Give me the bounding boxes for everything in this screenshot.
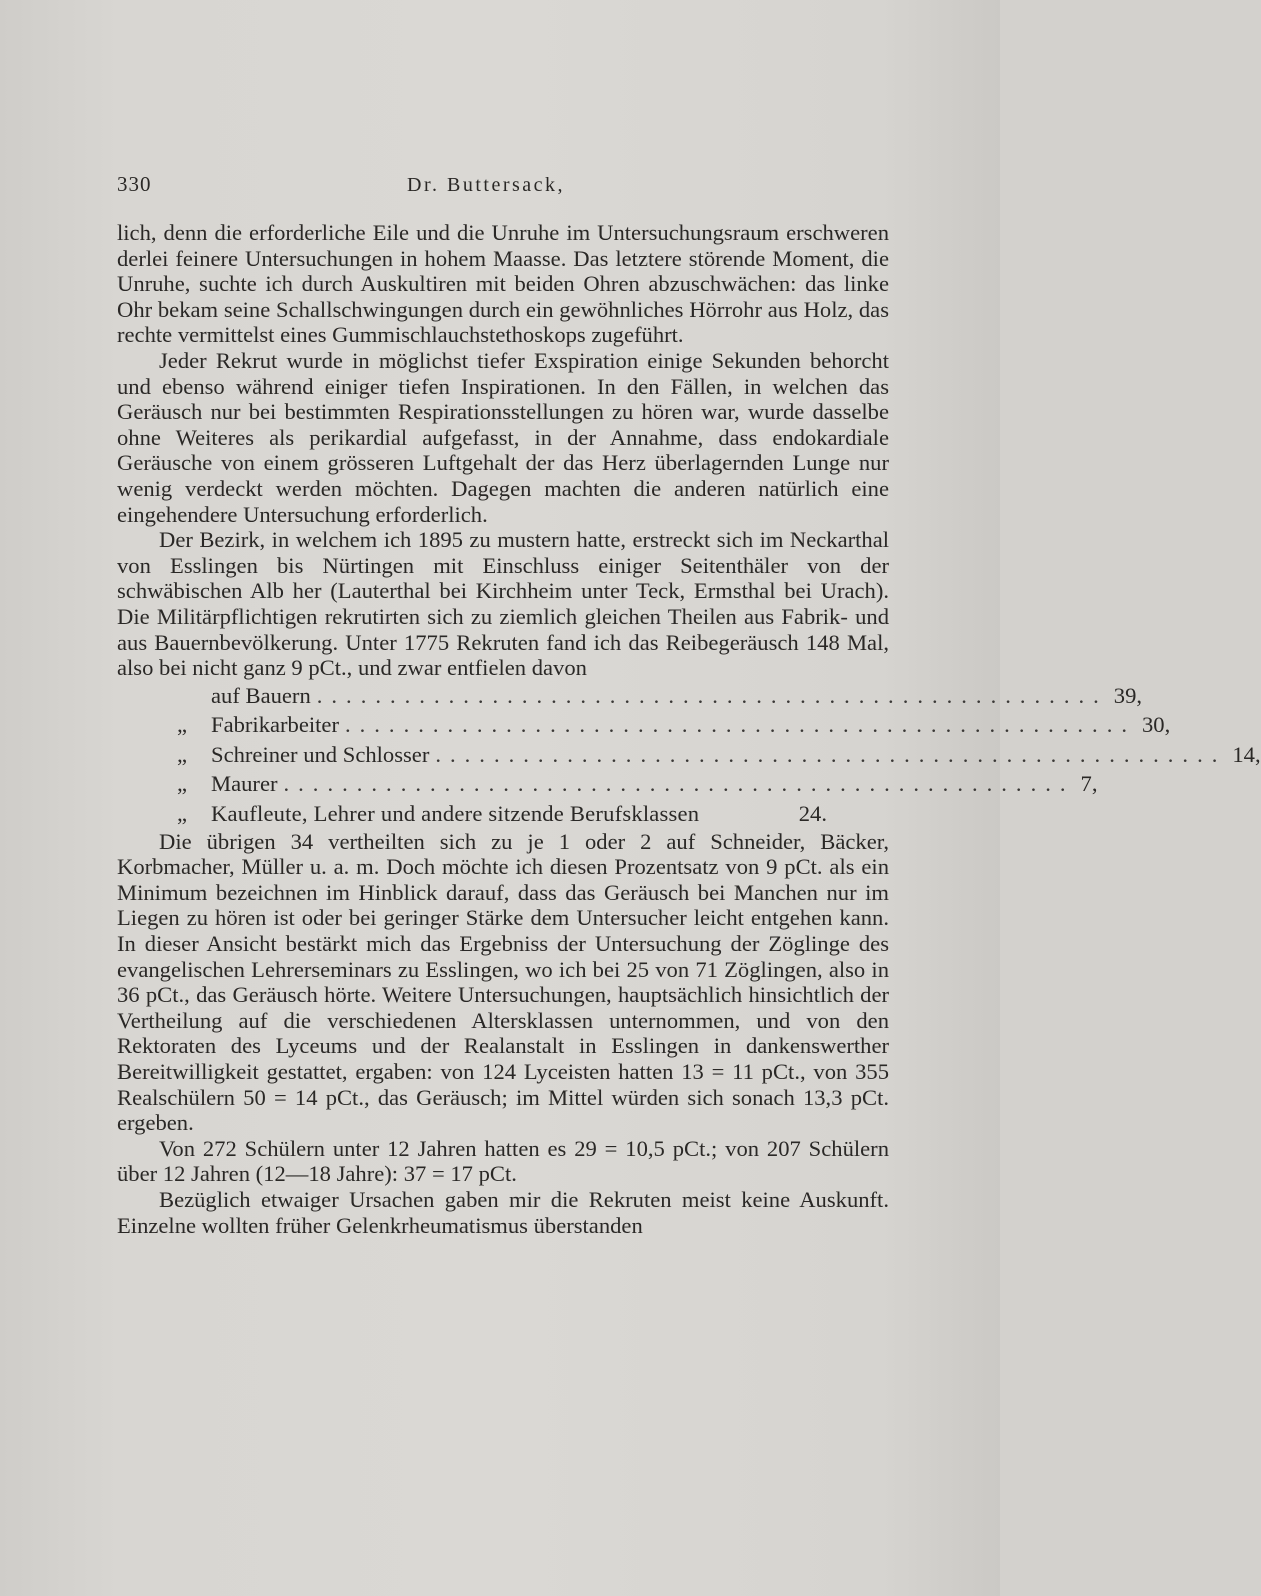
- paragraph-4: Die übrigen 34 vertheilten sich zu je 1 oder 2 auf Schneider, Bäcker, Korbmacher, Müller u. a. m. Doch möchte ich diesen Prozentsatz von 9 pCt. als ein Minimum bezeichnen im Hinblick darauf, dass das Geräusch bei Manchen nur im Liegen zu hören ist oder bei geringer Stärke dem Untersucher leicht entgehen kann. In dieser Ansicht bestärkt mich das Ergebniss der Untersuchung der Zöglinge des evangelischen Lehrerseminars zu Esslingen, wo ich bei 25 von 71 Zöglingen, also in 36 pCt., das Geräusch hörte. Weitere Untersuchungen, hauptsächlich hinsichtlich der Vertheilung auf die verschiedenen Altersklassen unternommen, und von den Rektoraten des Lyceums und der Realanstalt in Esslingen in dankenswerther Bereitwilligkeit gestattet, ergaben: von 124 Lyceisten hatten 13 = 11 pCt., von 355 Realschülern 50 = 14 pCt., das Geräusch; im Mittel würden sich sonach 13,3 pCt. ergeben.: [117, 828, 889, 1136]
- stat-row: [177, 710, 1171, 740]
- ditto-mark: „: [177, 801, 188, 827]
- paragraph-5: Von 272 Schülern unter 12 Jahren hatten es 29 = 10,5 pCt.; von 207 Schülern über 12 Jahren (12—18 Jahre): 37 = 17 pCt.: [117, 1135, 889, 1187]
- stat-row: [177, 769, 1098, 799]
- stat-value: 39,: [1113, 682, 1143, 708]
- stat-value: 14,: [1232, 741, 1261, 767]
- running-head: Dr. Buttersack,: [407, 174, 566, 196]
- dot-leader: ......................................................: [344, 712, 1136, 738]
- ditto-mark: „: [177, 771, 188, 797]
- body-text: [117, 220, 1261, 1238]
- dot-leader: ......................................................: [316, 682, 1108, 708]
- page-number: 330: [117, 172, 152, 196]
- stat-row: [177, 740, 1261, 770]
- stat-label: Fabrikarbeiter: [211, 712, 339, 738]
- occupation-stats-list: [177, 681, 1261, 829]
- dot-leader: ......................................................: [283, 771, 1075, 797]
- stat-row: [177, 799, 827, 829]
- paragraph-2: Jeder Rekrut wurde in möglichst tiefer Exspiration einige Sekunden behorcht und ebenso während einiger tiefen Inspirationen. In den Fällen, in welchen das Geräusch nur bei bestimmten Respirationsstellungen zu hören war, wurde dasselbe ohne Weiteres als perikardial aufgefasst, in der Annahme, dass endokardiale Geräusche von einem grösseren Luftgehalt der das Herz überlagernden Lunge nur wenig verdeckt werden möchten. Dagegen machten die anderen natürlich eine eingehendere Untersuchung erforderlich.: [117, 347, 889, 527]
- stat-value: 7,: [1080, 771, 1098, 797]
- ditto-mark: „: [177, 741, 188, 767]
- stat-row: [177, 681, 1143, 711]
- stat-label: Kaufleute, Lehrer und andere sitzende Berufsklassen: [211, 801, 700, 827]
- paragraph-3: Der Bezirk, in welchem ich 1895 zu mustern hatte, erstreckt sich im Neckarthal von Esslingen bis Nürtingen mit Einschluss einiger Seitenthäler von der schwäbischen Alb her (Lauterthal bei Kirchheim unter Teck, Ermsthal bei Urach). Die Militärpflichtigen rekrutirten sich zu ziemlich gleichen Theilen aus Fabrik- und aus Bauernbevölkerung. Unter 1775 Rekruten fand ich das Reibegeräusch 148 Mal, also bei nicht ganz 9 pCt., und zwar entfielen davon: [117, 527, 889, 681]
- stat-value: 24.: [798, 801, 827, 827]
- dot-leader: ......................................................: [435, 741, 1227, 767]
- stat-label: auf Bauern: [211, 682, 311, 708]
- paragraph-6: Bezüglich etwaiger Ursachen gaben mir die Rekruten meist keine Auskunft. Einzelne wollten früher Gelenkrheumatismus überstanden: [117, 1186, 889, 1238]
- stat-label: Maurer: [211, 771, 278, 797]
- ditto-mark: „: [177, 712, 188, 738]
- paragraph-1: lich, denn die erforderliche Eile und die Unruhe im Untersuchungsraum erschweren derlei feinere Untersuchungen in hohem Maasse. Das letztere störende Moment, die Unruhe, suchte ich durch Auskultiren mit beiden Ohren abzuschwächen: das linke Ohr bekam seine Schallschwingungen durch ein gewöhnliches Hörrohr aus Holz, das rechte vermittelst eines Gummischlauchstethoskops zugeführt.: [117, 220, 889, 348]
- stat-value: 30,: [1142, 712, 1171, 738]
- stat-label: Schreiner und Schlosser: [211, 741, 430, 767]
- page-header: [117, 172, 882, 202]
